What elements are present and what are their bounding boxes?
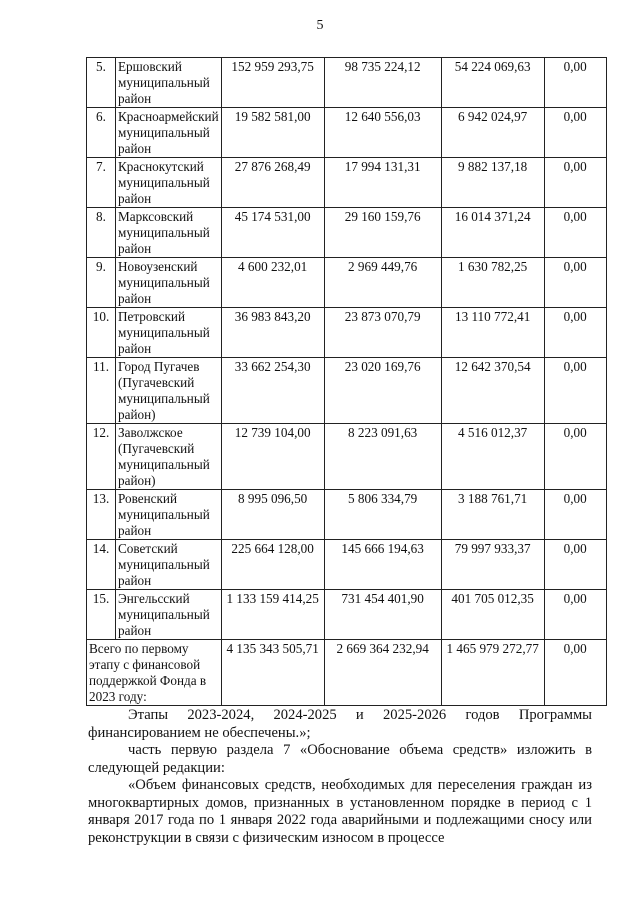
amount-regional: 6 942 024,97 [441,108,544,158]
amount-regional: 9 882 137,18 [441,158,544,208]
amount-regional: 3 188 761,71 [441,490,544,540]
amount-fund: 29 160 159,76 [324,208,441,258]
amount-total: 19 582 581,00 [221,108,324,158]
amount-local: 0,00 [544,540,606,590]
municipality-name: Красноармейский муниципальный район [116,108,222,158]
municipality-name: Ершовский муниципальный район [116,58,222,108]
row-number: 15. [87,590,116,640]
table-row [87,424,607,490]
amount-total: 1 133 159 414,25 [221,590,324,640]
amount-fund: 145 666 194,63 [324,540,441,590]
table-row [87,540,607,590]
amount-fund: 17 994 131,31 [324,158,441,208]
amount-total: 12 739 104,00 [221,424,324,490]
row-number: 12. [87,424,116,490]
amount-total: 45 174 531,00 [221,208,324,258]
amount-fund: 2 969 449,76 [324,258,441,308]
amount-regional: 79 997 933,37 [441,540,544,590]
amount-fund: 5 806 334,79 [324,490,441,540]
body-text [88,707,592,847]
row-number: 7. [87,158,116,208]
amount-local: 0,00 [544,158,606,208]
page-number: 5 [316,18,324,33]
municipality-name: Краснокутский муниципальный район [116,158,222,208]
row-number: 13. [87,490,116,540]
amount-fund: 12 640 556,03 [324,108,441,158]
municipality-name: Заволжское (Пугачевский муниципальный район) [116,424,222,490]
amount-total: 27 876 268,49 [221,158,324,208]
amount-regional: 1 630 782,25 [441,258,544,308]
amount-fund: 23 873 070,79 [324,308,441,358]
table-total-row [87,640,607,706]
table-row [87,108,607,158]
paragraph-section7: часть первую раздела 7 «Обоснование объема средств» изложить в следующей редакции: [88,742,592,776]
table-row [87,58,607,108]
municipality-name: Энгельсский муниципальный район [116,590,222,640]
funding-table [86,57,607,706]
row-number: 5. [87,58,116,108]
row-number: 6. [87,108,116,158]
amount-total: 8 995 096,50 [221,490,324,540]
amount-local: 0,00 [544,258,606,308]
table-row [87,308,607,358]
table-row [87,208,607,258]
municipality-name: Марксовский муниципальный район [116,208,222,258]
amount-local: 0,00 [544,308,606,358]
amount-local: 0,00 [544,208,606,258]
table-row [87,258,607,308]
amount-local: 0,00 [544,590,606,640]
total-amount-fund: 2 669 364 232,94 [324,640,441,706]
table-row [87,358,607,424]
municipality-name: Город Пугачев (Пугачевский муниципальный район) [116,358,222,424]
row-number: 11. [87,358,116,424]
total-amount-regional: 1 465 979 272,77 [441,640,544,706]
paragraph-stages-line2: финансированием не обеспечены.»; [88,724,311,741]
amount-total: 36 983 843,20 [221,308,324,358]
table-row [87,490,607,540]
amount-local: 0,00 [544,358,606,424]
amount-total: 4 600 232,01 [221,258,324,308]
municipality-name: Советский муниципальный район [116,540,222,590]
row-number: 10. [87,308,116,358]
amount-local: 0,00 [544,424,606,490]
amount-fund: 23 020 169,76 [324,358,441,424]
amount-total: 225 664 128,00 [221,540,324,590]
municipality-name: Ровенский муниципальный район [116,490,222,540]
amount-local: 0,00 [544,108,606,158]
paragraph-stages-line1: Этапы 2023-2024, 2024-2025 и 2025-2026 годов Программы [128,707,592,723]
amount-total: 152 959 293,75 [221,58,324,108]
table-row [87,590,607,640]
amount-regional: 16 014 371,24 [441,208,544,258]
amount-fund: 731 454 401,90 [324,590,441,640]
amount-regional: 54 224 069,63 [441,58,544,108]
table-row [87,158,607,208]
amount-total: 33 662 254,30 [221,358,324,424]
municipality-name: Петровский муниципальный район [116,308,222,358]
amount-local: 0,00 [544,490,606,540]
row-number: 8. [87,208,116,258]
amount-fund: 8 223 091,63 [324,424,441,490]
paragraph-funds-volume: «Объем финансовых средств, необходимых для переселения граждан из многоквартирных домов, признанных в установленном порядке в период с 1 января 2017 года по 1 января 2022 года аварийными и подлежащими сносу или реконструкции в связи с физическим износом в процессе [88,777,592,846]
amount-regional: 12 642 370,54 [441,358,544,424]
row-number: 9. [87,258,116,308]
funding-table-body [87,58,607,706]
amount-local: 0,00 [544,58,606,108]
amount-fund: 98 735 224,12 [324,58,441,108]
amount-regional: 13 110 772,41 [441,308,544,358]
municipality-name: Новоузенский муниципальный район [116,258,222,308]
total-label: Всего по первому этапу с финансовой поддержкой Фонда в 2023 году: [87,640,222,706]
amount-regional: 401 705 012,35 [441,590,544,640]
total-amount-local: 0,00 [544,640,606,706]
amount-regional: 4 516 012,37 [441,424,544,490]
total-amount-total: 4 135 343 505,71 [221,640,324,706]
row-number: 14. [87,540,116,590]
